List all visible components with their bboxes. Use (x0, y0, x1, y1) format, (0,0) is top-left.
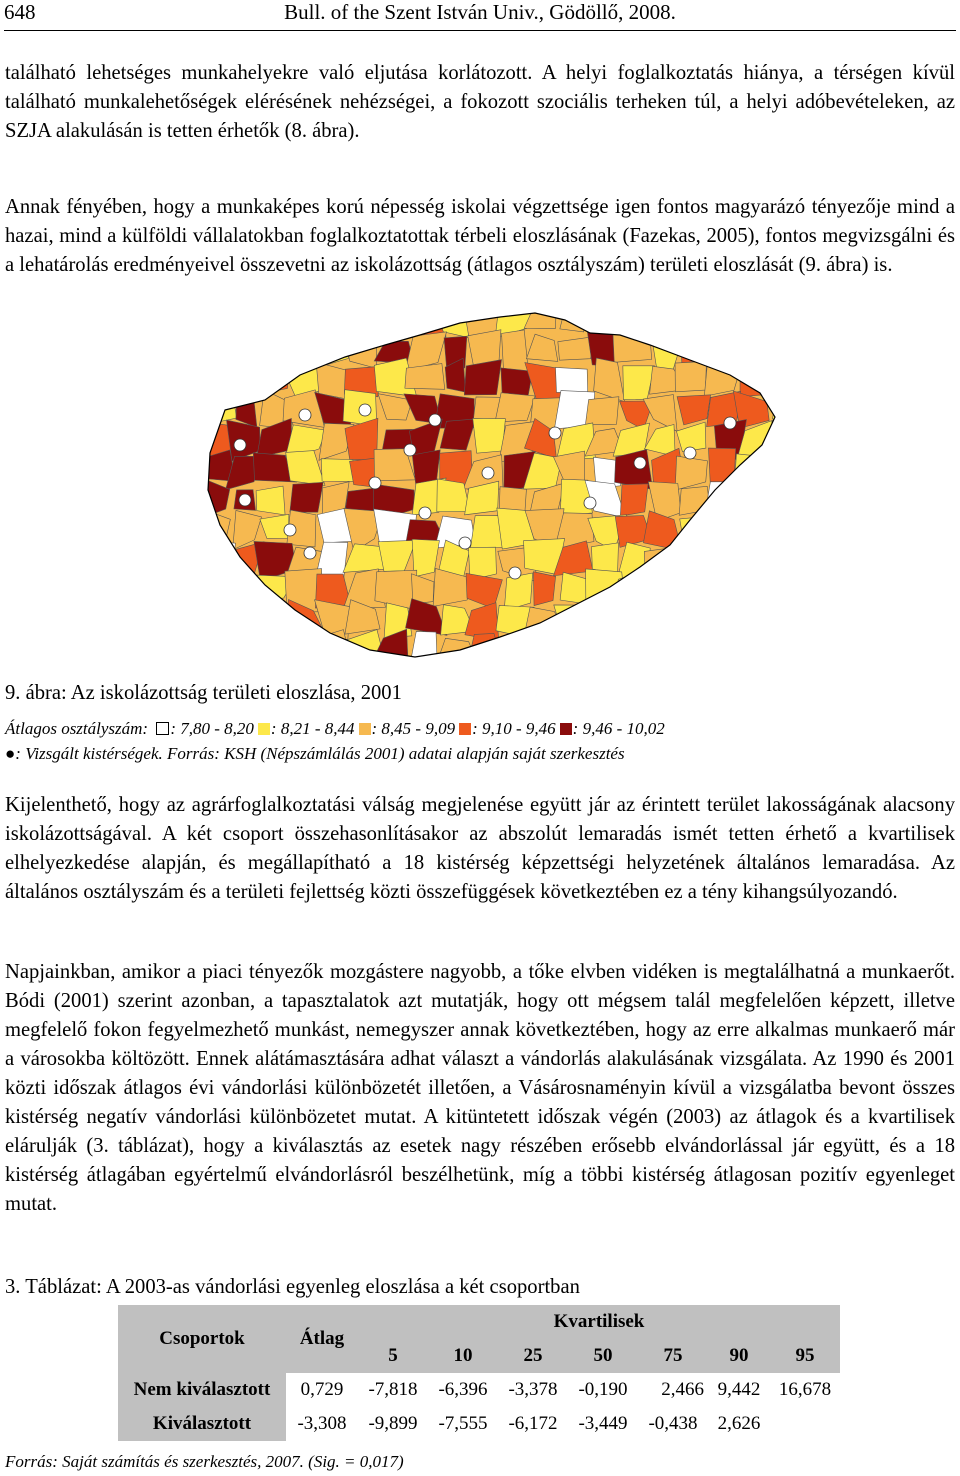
table-row (118, 1407, 840, 1441)
map-region (682, 638, 709, 665)
table-title: 3. Táblázat: A 2003-as vándorlási egyenleg eloszlása a két csoportban (5, 1276, 580, 1298)
map-region (473, 418, 506, 453)
map-region (617, 602, 656, 639)
paragraph-2: Annak fényében, hogy a munkaképes korú népesség iskolai végzettsége igen fontos magyarázó tényezője mind a hazai, mind a külföldi vállalatokban foglalkoztatottak térbeli eloszlásának (Fazekas, 2005), fontos megvizsgálni és a lehatárolás eredményeivel összevetni az iskolázottság (átlagos osztályszám) területi eloszlását (9. ábra) is. (5, 196, 955, 276)
row-value: -7,555 (438, 1413, 488, 1434)
map-region (256, 305, 291, 334)
row-value: 2,626 (717, 1413, 761, 1434)
map-region (170, 459, 197, 491)
map-region (743, 516, 771, 544)
map-region (734, 606, 773, 633)
percentile-header: 75 (638, 1339, 708, 1373)
legend-label: : 9,46 - 10,02 (572, 719, 665, 738)
figure-legend (5, 717, 955, 741)
col-group-header: Csoportok (118, 1305, 286, 1373)
hungary-education-map (170, 305, 790, 675)
map-region (769, 512, 790, 548)
map-region (739, 305, 776, 337)
row-group-label: Kiválasztott (118, 1407, 286, 1441)
map-region (586, 305, 624, 329)
map-region (615, 305, 654, 334)
legend-swatch (459, 723, 471, 735)
row-value: 9,442 (717, 1379, 761, 1400)
map-region (710, 541, 737, 581)
map-region (764, 449, 790, 486)
row-value: -6,172 (508, 1413, 558, 1434)
map-region (254, 330, 295, 365)
map-region (525, 660, 562, 675)
header-rule (4, 30, 956, 31)
map-region (170, 423, 206, 460)
map-region (524, 310, 556, 329)
studied-subregion-dot (299, 409, 311, 421)
map-region (587, 633, 626, 672)
map-region (651, 579, 687, 609)
map-region (170, 365, 205, 398)
paragraph-4: Napjainkban, amikor a piaci tényezők mozgástere nagyobb, a tőke elvben vidéken is megtalálhatná a munkaerőt. Bódi (2001) szerint azonban, a tapasztalatok azt mutatják, hogy ott mégsem talál megfelelően képzett, illetve megfelelő fokon fegyelmezhető munkást, nemegyszer annak következtében, hogy az erre alkalmas munkaerő már a városokba költözött. Ennek alátámasztására adhat választ a vándorlás alakulásának vizsgálata. Az 1990 és 2001 közti időszak átlagos évi vándorlási különbözetét illetően, a Vásárosnaményin kívül a vizsgálatba bevont összes kistérség negatív vándorlási különbözetet mutat. A kitüntetett időszak végén (2003) az átlagok és a kvartilisek elárulják (3. táblázat), hogy a kiválasztás az esetek nagy részében erősebb elvándorlással jár együtt, és a 18 kistérség átlagában egyértelmű elvándorlásról beszélhetünk, míg a többi kistérség átlagosan pozitív egyenleget mutat. (5, 961, 955, 1215)
map-region (193, 575, 234, 605)
map-region (374, 665, 417, 675)
map-region (765, 330, 790, 363)
row-group-label: Nem kiválasztott (118, 1373, 286, 1407)
map-region (772, 395, 790, 428)
map-region (170, 544, 203, 581)
paragraph-3: Kijelenthető, hogy az agrárfoglalkoztatási válság megjelenése együtt jár az érintett terület lakosságának alacsony iskolázottságával. A két csoport összehasonlításakor az abszolút lemaradás ismét tetten érhető a kvartilisek elhelyezkedése alapján, és megállapítható a 18 kistérség képzettségi helyzetének általános lemaradása. Az általános osztályszám és a területi fejlettség közti összefüggések következtében ez a tény kihangsúlyozandó. (5, 794, 955, 903)
studied-subregion-dot (419, 507, 431, 519)
map-region (170, 610, 200, 632)
map-region (767, 608, 790, 637)
map-region (287, 333, 321, 365)
map-region (170, 578, 205, 604)
map-region (705, 305, 746, 342)
row-value: -3,378 (508, 1379, 558, 1400)
row-mean: 0,729 (300, 1379, 344, 1400)
studied-subregion-dot (239, 494, 251, 506)
map-region (257, 358, 289, 394)
table-source: Forrás: Saját számítás és szerkesztés, 2007. (Sig. = 0,017) (5, 1452, 404, 1471)
map-region (735, 454, 772, 487)
map-region (613, 630, 647, 662)
map-region (463, 662, 504, 675)
row-value: -0,190 (578, 1379, 628, 1400)
map-region (170, 329, 203, 367)
studied-subregion-dot (509, 567, 521, 579)
map-region (766, 632, 790, 667)
map-region (376, 305, 414, 338)
map-region (772, 365, 790, 397)
studied-subregion-dot (404, 444, 416, 456)
map-region (737, 542, 774, 574)
map-region (260, 667, 293, 675)
map-region (291, 636, 320, 668)
percentile-header: 50 (568, 1339, 638, 1373)
map-region (524, 634, 565, 669)
map-region (585, 397, 618, 425)
percentile-header: 10 (428, 1339, 498, 1373)
studied-subregion-dot (482, 467, 494, 479)
map-region (737, 488, 774, 520)
map-region (619, 659, 653, 675)
map-region (706, 336, 742, 359)
map-region (763, 666, 790, 675)
studied-subregion-dot (584, 497, 596, 509)
map-region (414, 662, 436, 675)
table-row (118, 1373, 840, 1407)
figure-legend-dot (5, 742, 955, 766)
legend-swatch (560, 723, 572, 735)
map-region (225, 305, 266, 342)
map-regions (170, 305, 790, 675)
row-value: -9,899 (368, 1413, 418, 1434)
map-region (743, 668, 775, 675)
map-region (673, 601, 714, 639)
map-region (234, 368, 256, 395)
map-region (194, 600, 231, 640)
studied-subregion-dot (359, 404, 371, 416)
legend-label: : 8,21 - 8,44 (270, 719, 355, 738)
studied-subregion-dot (549, 427, 561, 439)
map-region (554, 605, 597, 639)
map-region (703, 662, 742, 675)
map-region (502, 330, 529, 371)
map-region (197, 364, 236, 393)
studied-subregion-dot (634, 457, 646, 469)
studied-subregion-dot (369, 477, 381, 489)
studied-subregion-dot (304, 547, 316, 559)
map-region (323, 660, 356, 675)
dot-label: : Vizsgált kistérségek. Forrás: KSH (Népszámlálás 2001) adatai alapján saját szerkesztés (15, 744, 625, 763)
map-region (174, 393, 206, 431)
map-region (504, 663, 536, 675)
row-value: 2,466 (661, 1379, 704, 1400)
map-region (290, 482, 323, 512)
map-region (675, 361, 706, 391)
figure-caption: 9. ábra: Az iskolázottság területi eloszlása, 2001 (5, 682, 402, 704)
map-region (285, 659, 322, 675)
row-mean: -3,308 (297, 1413, 347, 1434)
row-value: -0,438 (648, 1413, 698, 1434)
map-region (739, 630, 776, 668)
map-region (254, 604, 297, 641)
studied-subregion-dot (684, 447, 696, 459)
map-region (740, 359, 776, 397)
map-region (774, 544, 790, 580)
map-region (533, 572, 555, 606)
table-header-row (118, 1305, 840, 1339)
legend-label: : 7,80 - 8,20 (170, 719, 254, 738)
studied-subregion-dot (724, 417, 736, 429)
map-region (682, 571, 713, 605)
map-region (170, 305, 199, 340)
percentile-header: 95 (770, 1339, 840, 1373)
studied-subregion-dot (234, 439, 246, 451)
map-region (555, 635, 595, 672)
map-region (765, 479, 790, 513)
page-number: 648 (4, 0, 36, 24)
map-region (350, 659, 386, 675)
map-region (196, 658, 231, 675)
row-value (770, 1407, 840, 1441)
studied-subregion-dot (429, 414, 441, 426)
map-region (170, 659, 202, 675)
map-region (555, 367, 587, 393)
map-region (202, 330, 227, 365)
map-region (734, 332, 771, 372)
dot-symbol: ● (5, 744, 16, 763)
map-region (705, 603, 737, 636)
map-region (714, 574, 738, 612)
legend-swatch (258, 723, 270, 735)
map-region (434, 659, 476, 675)
map-region (170, 510, 207, 546)
map-region (225, 598, 264, 640)
map-region (170, 480, 206, 521)
map-region (680, 516, 708, 548)
percentile-header: 25 (498, 1339, 568, 1373)
map-region (322, 305, 348, 339)
map-region (676, 540, 713, 575)
map-region (349, 305, 382, 337)
map-region (620, 484, 648, 516)
map-region (613, 328, 652, 362)
map-region (230, 629, 267, 666)
map-region (677, 305, 711, 336)
map-region (197, 540, 235, 575)
map-region (592, 543, 619, 574)
map-region (769, 305, 790, 339)
map-region (195, 631, 228, 667)
map-region (675, 658, 715, 675)
percentile-header: 5 (358, 1339, 428, 1373)
row-value: -3,449 (578, 1413, 628, 1434)
col-mean-header: Átlag (286, 1305, 358, 1373)
map-region (496, 637, 530, 666)
map-region (705, 482, 740, 521)
map-region (196, 305, 234, 337)
map-region (228, 331, 263, 367)
map-region (586, 569, 626, 612)
map-region (644, 305, 677, 340)
map-region (647, 631, 686, 671)
map-region (232, 665, 263, 675)
page-header (0, 0, 960, 34)
paragraph-1: található lehetséges munkahelyekre való eljutása korlátozott. A helyi foglalkoztatás hiánya, a térségen kívül található munkalehetőségek elérésének nehézségei, a fokozott szociális terheken túl, a helyi adóbevételeken, az SZJA alakulásán is tetten érhetők (8. ábra). (5, 62, 955, 142)
col-quartiles-header: Kvartilisek (358, 1305, 840, 1339)
map-region (562, 659, 594, 675)
map-region (256, 486, 285, 515)
legend-swatch (156, 722, 169, 735)
map-region (170, 629, 207, 665)
map-region (284, 305, 318, 341)
map-region (645, 660, 682, 675)
map-region (772, 421, 790, 459)
legend-label: : 8,45 - 9,09 (371, 719, 456, 738)
map-region (709, 635, 746, 662)
map-region (703, 509, 734, 549)
legend-swatch (359, 723, 371, 735)
map-region (644, 611, 682, 636)
map-region (405, 364, 445, 390)
percentile-header: 90 (708, 1339, 770, 1373)
map-region (586, 662, 626, 675)
map-region (588, 603, 627, 634)
journal-title: Bull. of the Szent István Univ., Gödöllő, 2008. (284, 0, 676, 24)
map-region (763, 580, 790, 610)
studied-subregion-dot (459, 537, 471, 549)
map-svg (170, 305, 790, 675)
map-region (735, 576, 773, 603)
row-value: 16,678 (778, 1379, 832, 1400)
studied-subregion-dot (284, 524, 296, 536)
legend-prefix: Átlagos osztályszám: (5, 719, 149, 738)
migration-table (118, 1305, 840, 1441)
legend-label: : 9,10 - 9,46 (472, 719, 556, 738)
row-value: -7,818 (368, 1379, 418, 1400)
row-value: -6,396 (438, 1379, 488, 1400)
map-region (256, 629, 297, 666)
